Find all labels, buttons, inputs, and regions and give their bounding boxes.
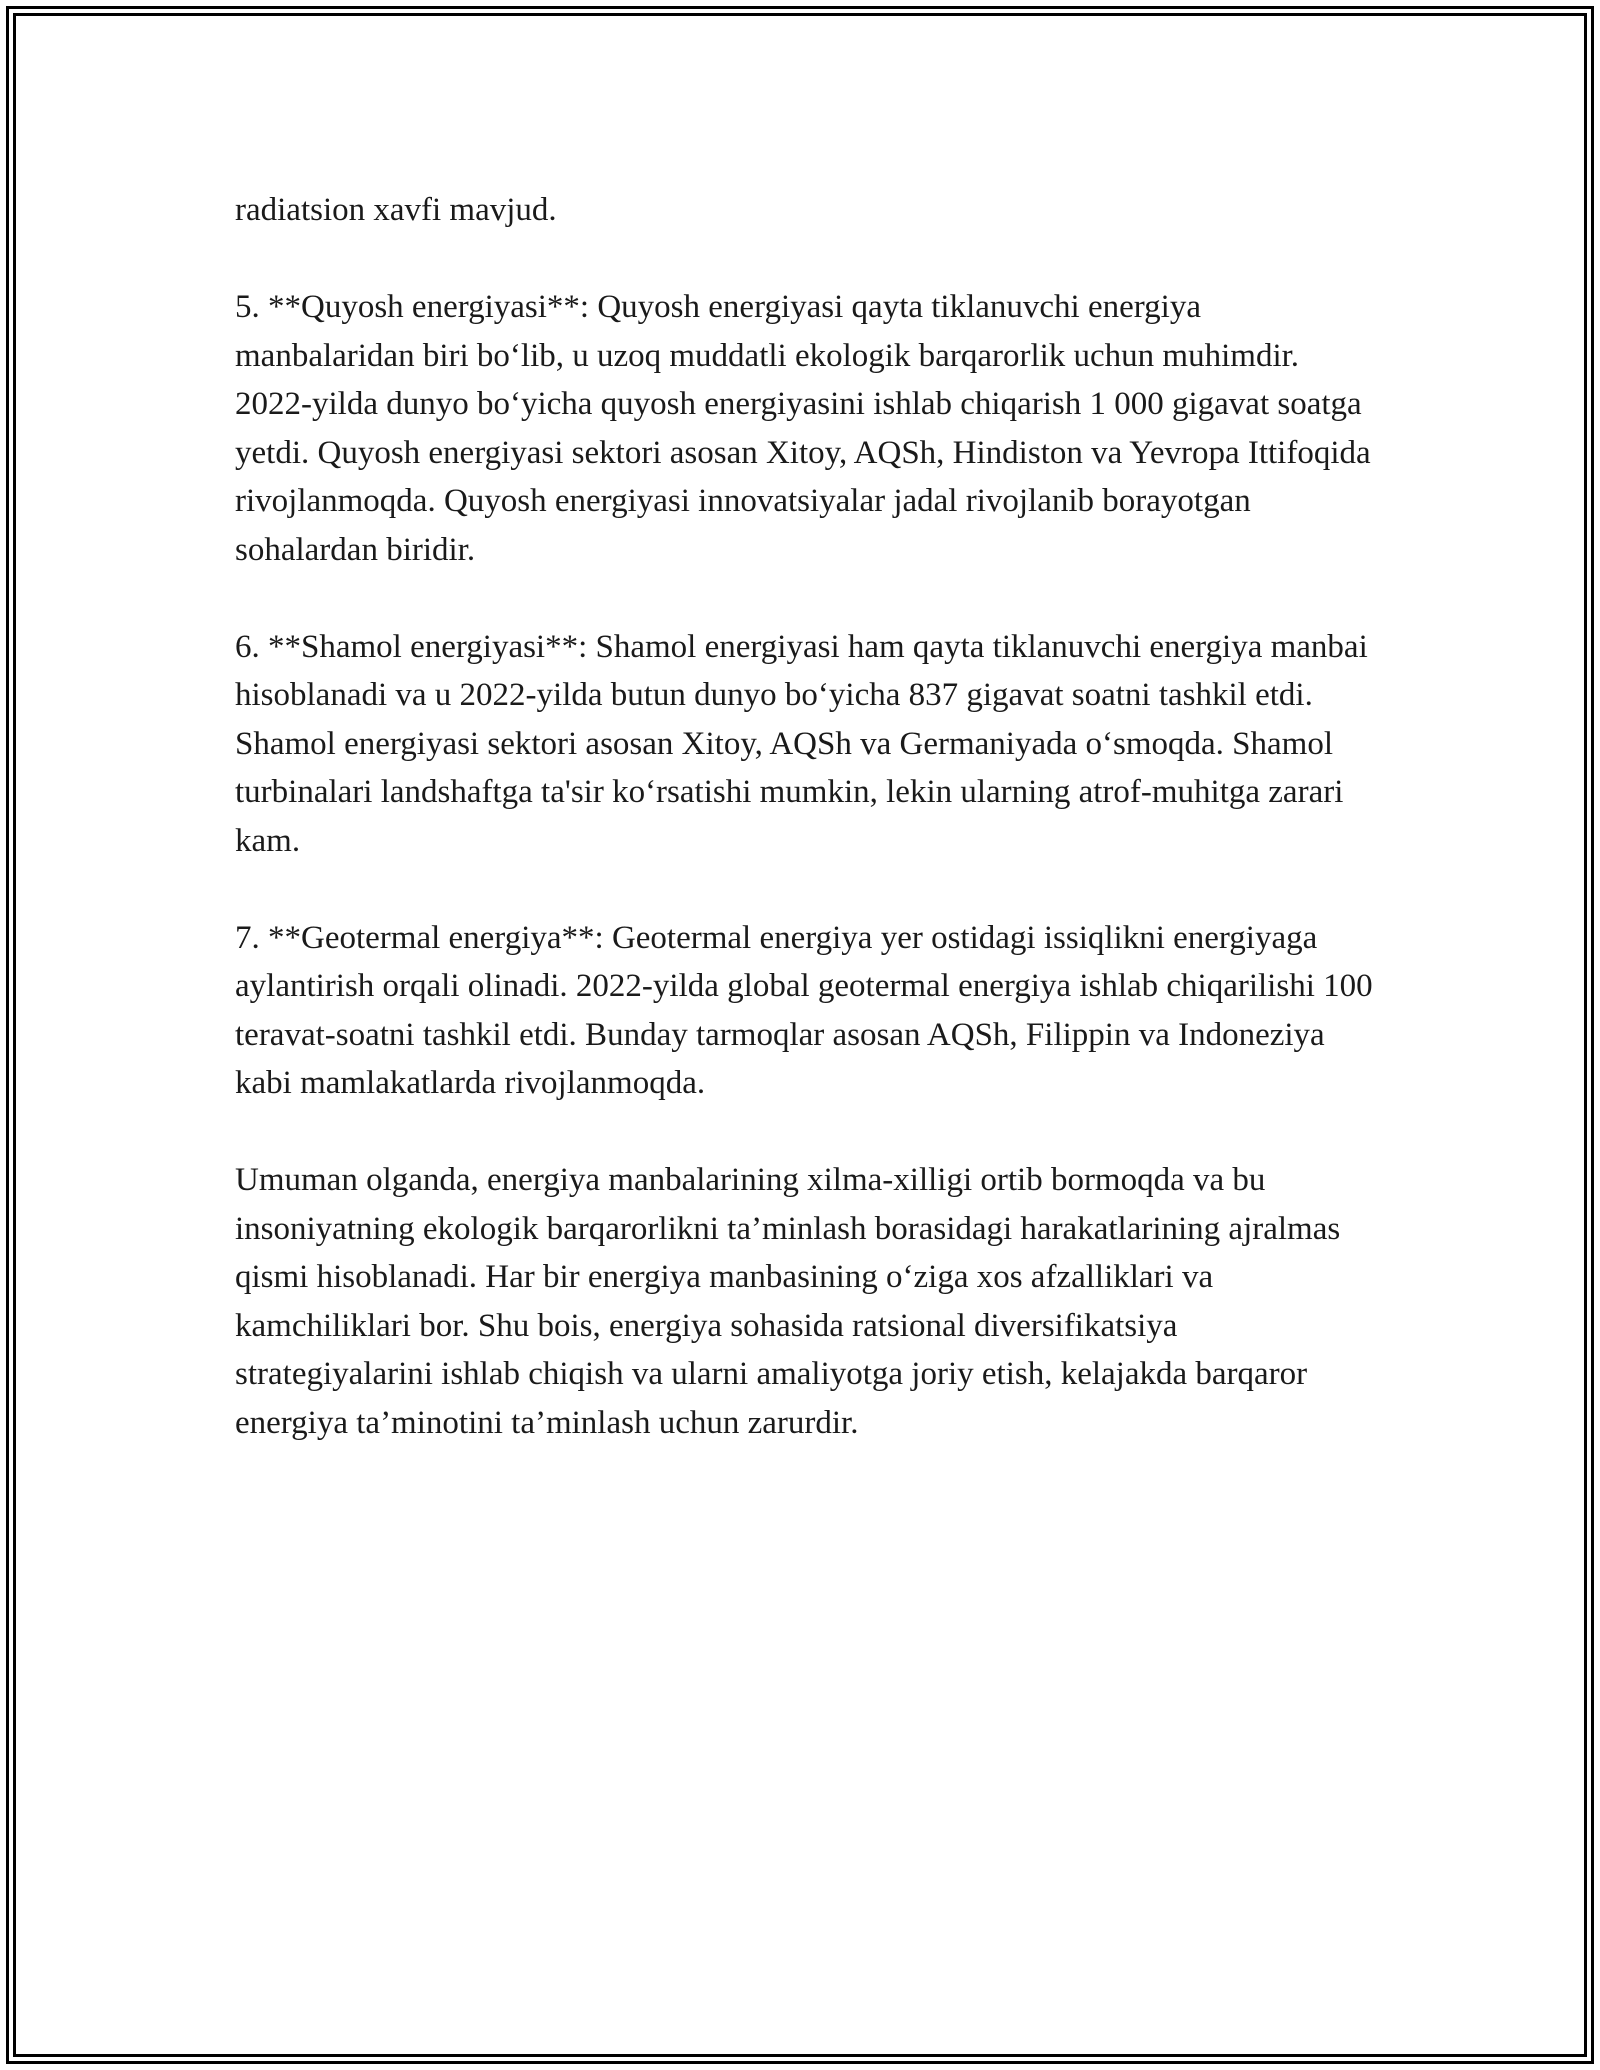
paragraph-continuation: radiatsion xavfi mavjud. [235,192,557,228]
paragraph-conclusion: Umuman olganda, energiya manbalarining xilma-xilligi ortib bormoqda va bu insoniyatning ekologik barqarorlikni ta’minlash borasidagi harakatlarining ajralmas qismi hisoblanadi. Har bir energiya manbasining o‘ziga xos afzalliklari va kamchiliklari bor. Shu bois, energiya sohasida ratsional diversifikatsiya strategiyalarini ishlab chiqish va ularni amaliyotga joriy etish, kelajakda barqaror energiya ta’minotini ta’minlash uchun zarurdir. [235,1162,1341,1441]
paragraph-solar-energy: 5. **Quyosh energiyasi**: Quyosh energiyasi qayta tiklanuvchi energiya manbalaridan biri bo‘lib, u uzoq muddatli ekologik barqarorlik uchun muhimdir. 2022-yilda dunyo bo‘yicha quyosh energiyasini ishlab chiqarish 1 000 gigavat soatga yetdi. Quyosh energiyasi sektori asosan Xitoy, AQSh, Hindiston va Yevropa Ittifoqida rivojlanmoqda. Quyosh energiyasi innovatsiyalar jadal rivojlanib borayotgan sohalardan biridir. [235,289,1371,568]
document-body [235,186,1375,1447]
paragraph-wind-energy: 6. **Shamol energiyasi**: Shamol energiyasi ham qayta tiklanuvchi energiya manbai hisoblanadi va u 2022-yilda butun dunyo bo‘yicha 837 gigavat soatni tashkil etdi. Shamol energiyasi sektori asosan Xitoy, AQSh va Germaniyada o‘smoqda. Shamol turbinalari landshaftga ta'sir ko‘rsatishi mumkin, lekin ularning atrof-muhitga zarari kam. [235,628,1368,859]
paragraph-geothermal-energy: 7. **Geotermal energiya**: Geotermal energiya yer ostidagi issiqlikni energiyaga aylantirish orqali olinadi. 2022-yilda global geotermal energiya ishlab chiqarilishi 100 teravat-soatni tashkil etdi. Bunday tarmoqlar asosan AQSh, Filippin va Indoneziya kabi mamlakatlarda rivojlanmoqda. [235,919,1373,1101]
